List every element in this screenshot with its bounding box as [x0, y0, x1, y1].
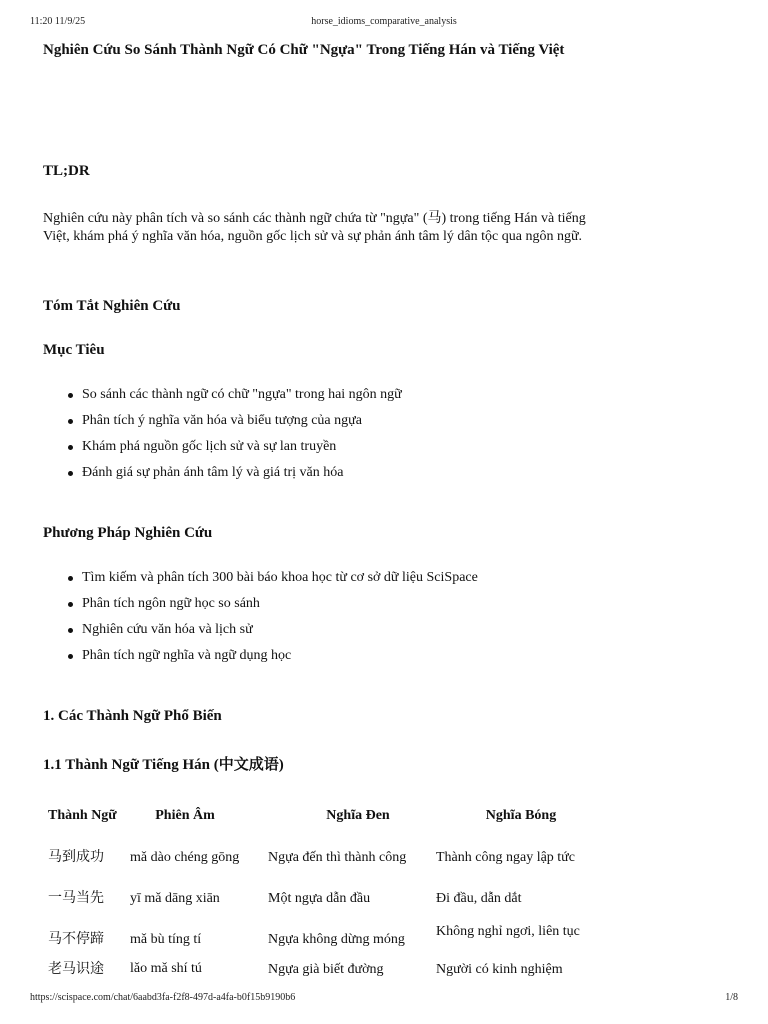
column-header-literal: Nghĩa Đen: [326, 808, 390, 823]
section1-heading: 1. Các Thành Ngữ Phổ Biến: [43, 708, 222, 724]
table-cell-figurative: Không nghỉ ngơi, liên tục: [436, 924, 580, 939]
goals-heading: Mục Tiêu: [43, 342, 105, 358]
table-cell-pinyin: mǎ dào chéng gōng: [130, 850, 240, 865]
table-cell-literal: Một ngựa dẫn đầu: [268, 891, 371, 906]
table-cell-idiom: 一马当先: [48, 890, 104, 906]
methods-heading: Phương Pháp Nghiên Cứu: [43, 525, 213, 541]
table-cell-idiom: 马不停蹄: [48, 931, 104, 947]
table-cell-figurative: Người có kinh nghiệm: [436, 962, 563, 977]
table-cell-figurative: Đi đầu, dẫn dắt: [436, 891, 522, 906]
tldr-text: Nghiên cứu này phân tích và so sánh các thành ngữ chứa từ "ngựa" (马) trong tiếng Hán và tiếng Việt, khám phá ý nghĩa văn hóa, nguồn gốc lịch sử và sự phản ánh tâm lý dân tộc qua ngôn ngữ.: [43, 211, 586, 244]
table-row: [43, 958, 603, 988]
summary-heading: Tóm Tắt Nghiên Cứu: [43, 298, 181, 314]
list-item: Phân tích ngôn ngữ học so sánh: [43, 595, 478, 621]
table-row: [43, 918, 603, 958]
column-header-figurative: Nghĩa Bóng: [485, 808, 557, 823]
list-item: Phân tích ngữ nghĩa và ngữ dụng học: [43, 647, 478, 673]
methods-list: [43, 569, 478, 673]
table-cell-literal: Ngựa đến thì thành công: [268, 850, 407, 865]
print-footer: [30, 992, 738, 1006]
print-datetime: 11:20 11/9/25: [30, 16, 86, 27]
table-cell-pinyin: mǎ bù tíng tí: [130, 932, 202, 947]
list-item: Khám phá nguồn gốc lịch sử và sự lan truyền: [43, 438, 402, 464]
tldr-heading: TL;DR: [43, 163, 90, 179]
table-cell-literal: Ngựa già biết đường: [268, 962, 384, 977]
column-header-idiom: Thành Ngữ: [48, 808, 117, 823]
table-cell-pinyin: yī mǎ dāng xiān: [130, 891, 220, 906]
list-item: Phân tích ý nghĩa văn hóa và biểu tượng của ngựa: [43, 412, 402, 438]
print-document-name: horse_idioms_comparative_analysis: [311, 16, 457, 27]
print-url: https://scispace.com/chat/6aabd3fa-f2f8-497d-a4fa-b0f15b9190b6: [30, 992, 296, 1003]
list-item: Tìm kiếm và phân tích 300 bài báo khoa học từ cơ sở dữ liệu SciSpace: [43, 569, 478, 595]
table-cell-idiom: 老马识途: [48, 961, 104, 977]
table-cell-figurative: Thành công ngay lập tức: [436, 850, 575, 865]
list-item: Nghiên cứu văn hóa và lịch sử: [43, 621, 478, 647]
print-header: [30, 16, 738, 30]
idiom-table: [43, 798, 603, 988]
goals-list: [43, 386, 402, 490]
page-number: 1/8: [725, 992, 738, 1003]
section1-1-heading: 1.1 Thành Ngữ Tiếng Hán (中文成语): [43, 757, 284, 773]
table-row: [43, 878, 603, 918]
list-item: Đánh giá sự phản ánh tâm lý và giá trị văn hóa: [43, 464, 402, 490]
table-header-row: [43, 798, 603, 838]
column-header-pinyin: Phiên Âm: [155, 808, 215, 823]
table-cell-pinyin: lǎo mǎ shí tú: [130, 961, 202, 976]
table-cell-idiom: 马到成功: [48, 849, 104, 865]
table-cell-literal: Ngựa không dừng móng: [268, 932, 405, 947]
list-item: So sánh các thành ngữ có chữ "ngựa" trong hai ngôn ngữ: [43, 386, 402, 412]
table-row: [43, 838, 603, 878]
document-title: Nghiên Cứu So Sánh Thành Ngữ Có Chữ "Ngựa" Trong Tiếng Hán và Tiếng Việt: [43, 42, 565, 58]
